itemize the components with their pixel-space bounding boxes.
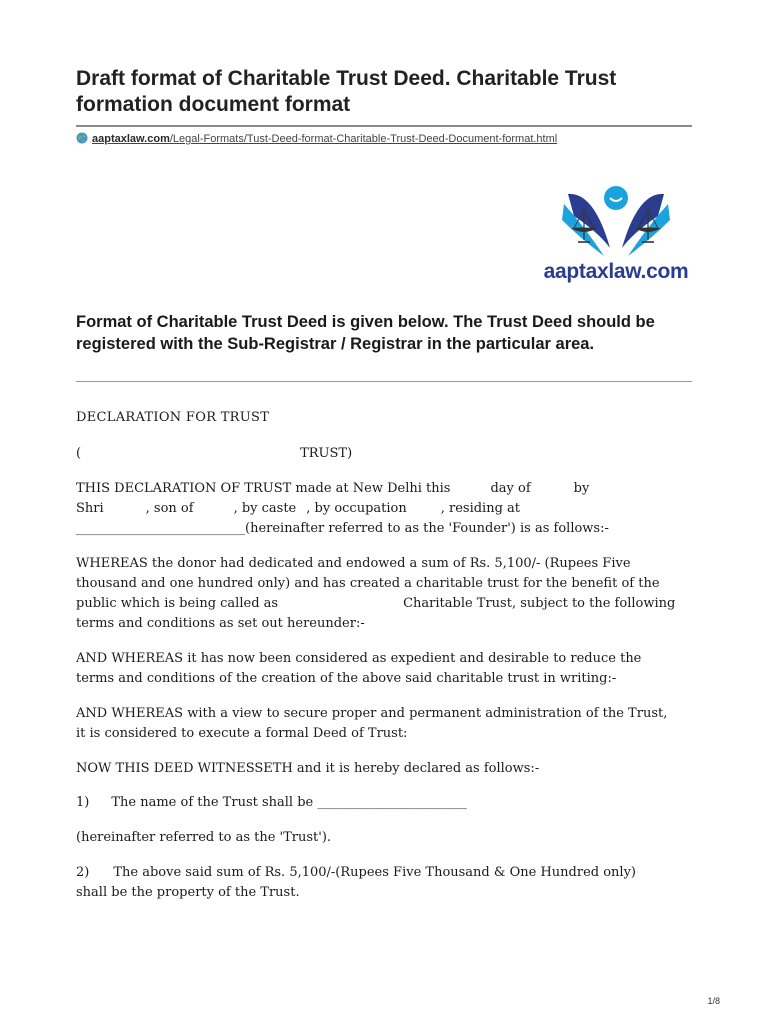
declaration-line-3: __________________________(hereinafter referred to as the 'Founder') is as follows:- — [76, 521, 609, 536]
intro-divider — [76, 381, 692, 382]
decl-caste: , by caste — [233, 501, 297, 516]
source-path: /Legal-Formats/Tust-Deed-format-Charitable-Trust-Deed-Document-format.html — [169, 133, 558, 145]
clause-2-number: 2) — [76, 865, 90, 880]
trust-name-close: TRUST) — [300, 446, 353, 461]
whereas3-line-2: it is considered to execute a formal Deed of Trust: — [76, 726, 408, 741]
trust-name-open: ( — [76, 446, 82, 461]
justice-scales-logo-icon — [554, 186, 678, 260]
decl-occupation: , by occupation — [306, 501, 407, 516]
whereas2-line-2: terms and conditions of the creation of the above said charitable trust in writing:- — [76, 671, 617, 686]
trust-name-line — [76, 444, 352, 464]
page-number: 1/8 — [707, 996, 720, 1006]
clause-1 — [76, 793, 467, 813]
whereas1-called-as: public which is being called as — [76, 596, 279, 611]
whereas1-line-1: WHEREAS the donor had dedicated and endowed a sum of Rs. 5,100/- (Rupees Five — [76, 556, 631, 571]
source-link-row — [76, 132, 557, 145]
clause-1-note: (hereinafter referred to as the 'Trust'). — [76, 830, 332, 845]
page-title: Draft format of Charitable Trust Deed. Charitable Trust formation document format — [76, 67, 617, 116]
logo-brand-text: aaptaxlaw.com — [543, 260, 689, 283]
whereas1-line-4: terms and conditions as set out hereunder:- — [76, 616, 365, 631]
decl-by: by — [573, 481, 590, 496]
title-divider — [76, 125, 692, 127]
whereas1-charitable-trust: Charitable Trust, subject to the following — [403, 596, 676, 611]
aaptaxlaw-logo — [540, 186, 692, 294]
clause-1-text: The name of the Trust shall be _______________________ — [111, 795, 467, 810]
decl-shri: Shri — [76, 501, 104, 516]
whereas1-line-2: thousand and one hundred only) and has created a charitable trust for the benefit of the — [76, 576, 660, 591]
decl-residing: , residing at — [440, 501, 521, 516]
declaration-heading: DECLARATION FOR TRUST — [76, 410, 270, 425]
whereas1-line-3 — [76, 594, 675, 614]
clause-1-number: 1) — [76, 795, 90, 810]
clause-2-text: The above said sum of Rs. 5,100/-(Rupees Five Thousand & One Hundred only) — [113, 865, 636, 880]
source-link[interactable] — [92, 133, 557, 145]
globe-icon — [76, 132, 88, 144]
whereas3-line-1: AND WHEREAS with a view to secure proper and permanent administration of the Trust, — [76, 706, 668, 721]
witnesseth-line: NOW THIS DEED WITNESSETH and it is hereby declared as follows:- — [76, 761, 540, 776]
declaration-line-1 — [76, 479, 589, 499]
clause-2-line-2: shall be the property of the Trust. — [76, 885, 300, 900]
clause-2 — [76, 863, 636, 883]
declaration-line-2 — [76, 499, 520, 519]
decl-text: THIS DECLARATION OF TRUST made at New Delhi this — [76, 481, 451, 496]
source-host: aaptaxlaw.com — [92, 133, 170, 145]
decl-son-of: , son of — [145, 501, 194, 516]
whereas2-line-1: AND WHEREAS it has now been considered as expedient and desirable to reduce the — [76, 651, 642, 666]
intro-heading: Format of Charitable Trust Deed is given below. The Trust Deed should be registered with the Sub-Registrar / Registrar in the particular area. — [76, 313, 655, 353]
decl-day-of: day of — [490, 481, 531, 496]
